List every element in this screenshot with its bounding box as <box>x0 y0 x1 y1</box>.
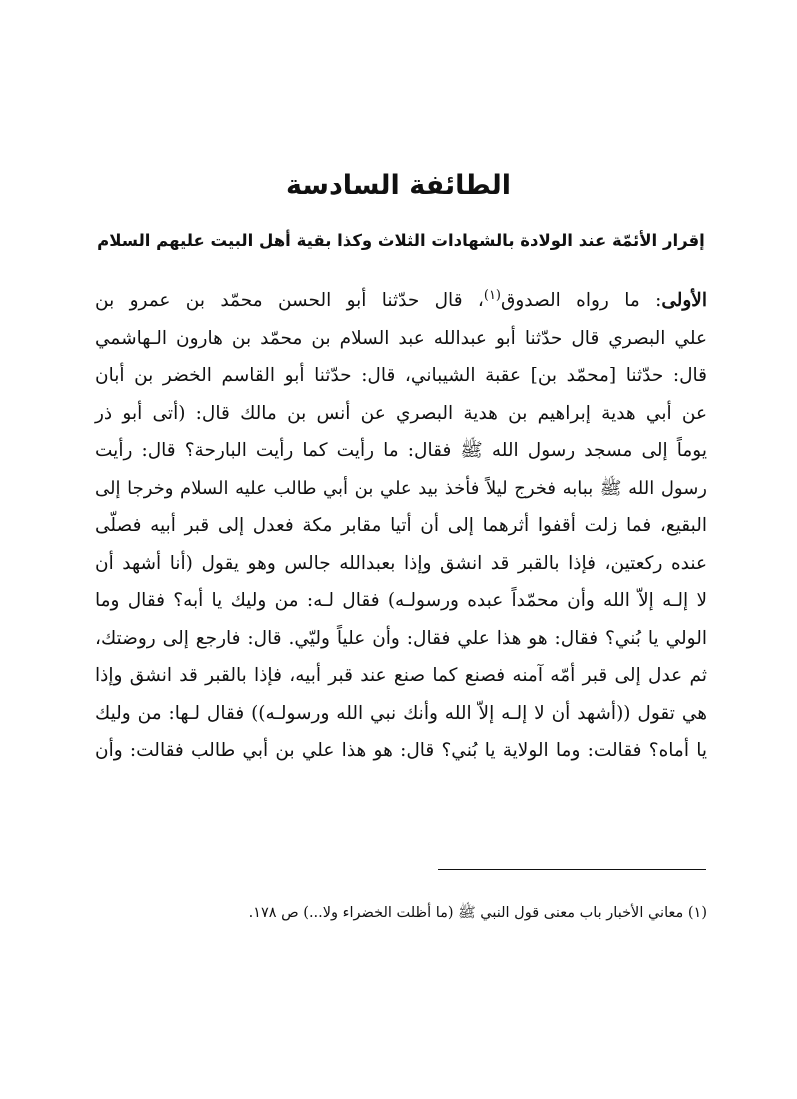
paragraph-line: هي تقول ((أشهد أن لا إلـه إلاّ الله وأنك نبي الله ورسولـه)) فقال لـها: من وليك <box>95 702 707 724</box>
paragraph-line: قال: حدّثنا [محمّد بن] عقبة الشيباني، قال: حدّثنا أبو القاسم الخضر بن أبان <box>95 365 707 386</box>
paragraph-line: لا إلـه إلاّ الله وأن محمّداً عبده ورسولـه) فقال لـه: من وليك يا أبه؟ فقال وما <box>95 590 707 611</box>
section-title: الطائفة السادسة <box>286 170 511 201</box>
paragraph-lead: الأولى <box>661 290 707 311</box>
paragraph-line: عنده ركعتين، فإذا بالقبر قد انشق وإذا بعبدالله جالس وهو يقول (أنا أشهد أن <box>95 552 707 574</box>
paragraph-line: ثم عدل إلى قبر أمّه آمنه فصنع كما صنع عند قبر أبيه، فإذا بالقبر قد انشق وإذا <box>95 665 707 686</box>
paragraph-line: علي البصري قال حدّثنا أبو عبدالله عبد السلام بن محمّد بن هارون الـهاشمي <box>95 327 707 349</box>
paragraph-line-1 <box>95 282 707 320</box>
paragraph-line: رسول الله ﷺ ببابه فخرج ليلاً فأخذ بيد علي بن أبي طالب عليه السلام وخرجا إلى <box>95 477 707 499</box>
paragraph-line: البقيع، فما زلت أقفوا أثرهما إلى أن أتيا مقابر مكة فعدل إلى قبر أبيه فصلّى <box>95 515 707 536</box>
paragraph-line: يوماً إلى مسجد رسول الله ﷺ فقال: ما رأيت كما رأيت البارحة؟ قال: رأيت <box>95 440 707 461</box>
main-paragraph <box>95 282 707 770</box>
paragraph-first-line-tail: ، قال حدّثنا أبو الحسن محمّد بن عمرو بن <box>95 290 484 311</box>
section-subtitle: إقرار الأئمّة عند الولادة بالشهادات الثلاث وكذا بقية أهل البيت عليهم السلام <box>97 231 705 250</box>
paragraph-first-line-text: : ما رواه الصدوق <box>501 290 662 311</box>
paragraph-line: يا أماه؟ فقالت: وما الولاية يا بُني؟ قال: هو هذا علي بن أبي طالب فقالت: وأن <box>95 740 707 761</box>
footnote-divider <box>438 869 706 870</box>
paragraph-line: عن أبي هدية إبراهيم بن هدية البصري عن أنس بن مالك قال: (أتى أبو ذر <box>95 402 707 424</box>
footnote: (١) معاني الأخبار باب معنى قول النبي ﷺ (ما أظلت الخضراء ولا...) ص ١٧٨. <box>248 905 707 921</box>
footnote-reference: (١) <box>483 287 501 303</box>
paragraph-line: الولي يا بُني؟ فقال: هو هذا علي فقال: وأن علياً وليّي. قال: فارجع إلى روضتك، <box>95 627 707 649</box>
